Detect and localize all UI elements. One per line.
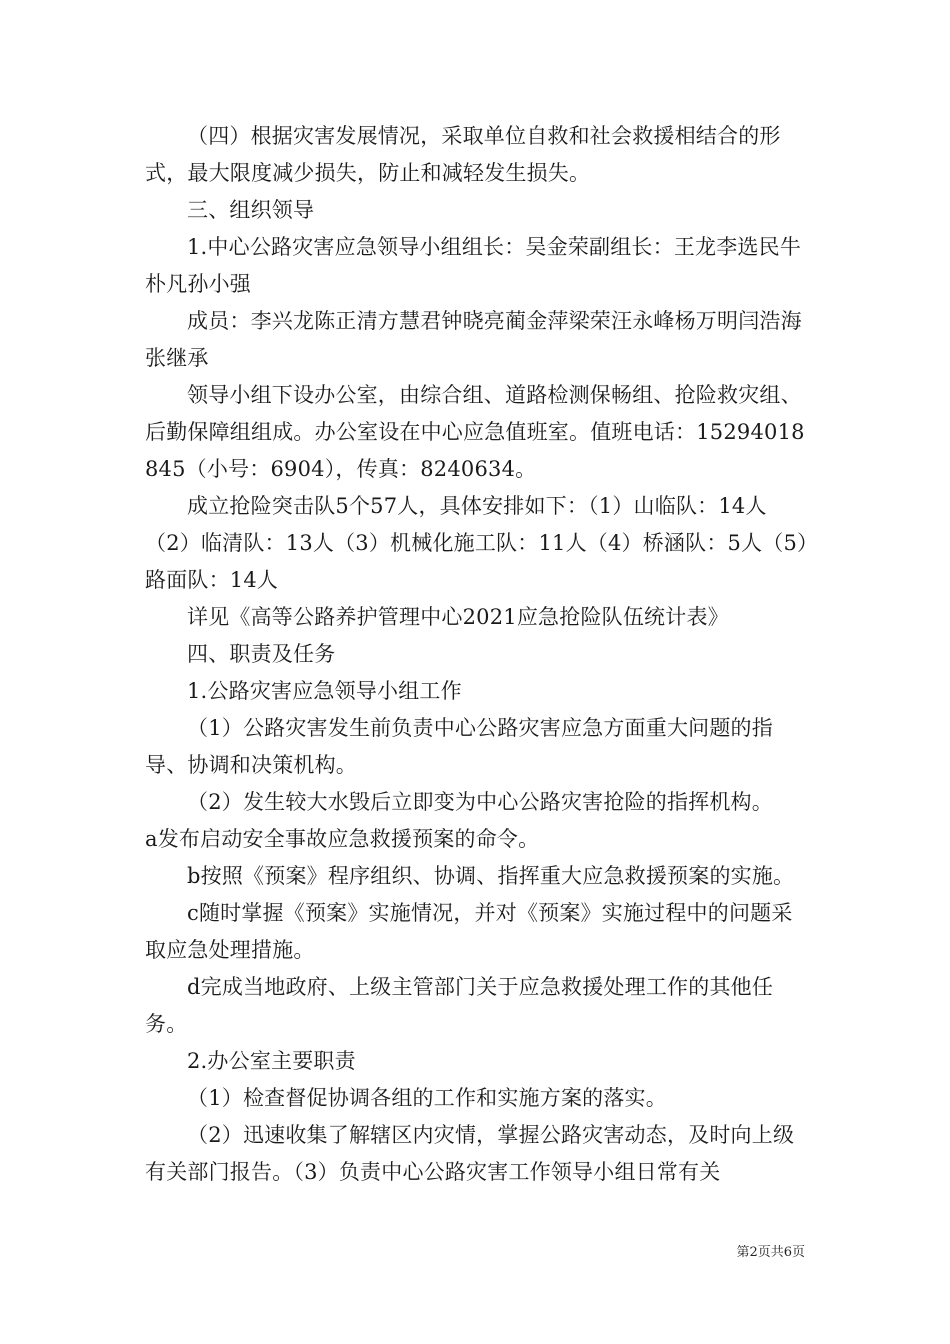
paragraph-item-a: a发布启动安全事故应急救援预案的命令。 xyxy=(145,827,540,851)
paragraph-see-table: 详见《高等公路养护管理中心2021应急抢险队伍统计表》 xyxy=(187,605,729,629)
paragraph-rescue-teams: 成立抢险突击队5个57人，具体安排如下：（1）山临队：14人（2）临清队：13人（3）机械化施工队：11人（4）桥涵队：5人（5）路面队：14人 xyxy=(145,494,808,592)
page-number: 第2页共6页 xyxy=(736,1245,805,1260)
subheading-leadership-work: 1.公路灾害应急领导小组工作 xyxy=(187,679,462,703)
paragraph-item-c: c随时掌握《预案》实施情况，并对《预案》实施过程中的问题采取应急处理措施。 xyxy=(145,901,793,962)
paragraph-principle-4: （四）根据灾害发展情况，采取单位自救和社会救援相结合的形式，最大限度减少损失，防止和减轻发生损失。 xyxy=(145,124,781,185)
paragraph-office-duty-1: （1）检查督促协调各组的工作和实施方案的落实。 xyxy=(187,1086,667,1110)
paragraph-item-d: d完成当地政府、上级主管部门关于应急救援处理工作的其他任务。 xyxy=(145,975,774,1036)
paragraph-duty-1: （1）公路灾害发生前负责中心公路灾害应急方面重大问题的指导、协调和决策机构。 xyxy=(145,716,773,777)
paragraph-office: 领导小组下设办公室，由综合组、道路检测保畅组、抢险救灾组、后勤保障组组成。办公室设在中心应急值班室。值班电话：15294018845（小号：6904），传真：8240634。 xyxy=(145,383,805,481)
paragraph-office-duty-2: （2）迅速收集了解辖区内灾情，掌握公路灾害动态，及时向上级有关部门报告。（3）负责中心公路灾害工作领导小组日常有关 xyxy=(145,1123,795,1184)
heading-organization: 三、组织领导 xyxy=(187,198,315,222)
subheading-office-duties: 2.办公室主要职责 xyxy=(187,1049,356,1073)
document-body xyxy=(145,118,810,1191)
paragraph-item-b: b按照《预案》程序组织、协调、指挥重大应急救援预案的实施。 xyxy=(187,864,795,888)
paragraph-members: 成员：李兴龙陈正清方慧君钟晓亮蔺金萍梁荣汪永峰杨万明闫浩海张继承 xyxy=(145,309,802,370)
heading-duties: 四、职责及任务 xyxy=(187,642,336,666)
paragraph-leadership-group: 1.中心公路灾害应急领导小组组长：吴金荣副组长：王龙李选民牛朴凡孙小强 xyxy=(145,235,802,296)
paragraph-duty-2: （2）发生较大水毁后立即变为中心公路灾害抢险的指挥机构。 xyxy=(187,790,773,814)
